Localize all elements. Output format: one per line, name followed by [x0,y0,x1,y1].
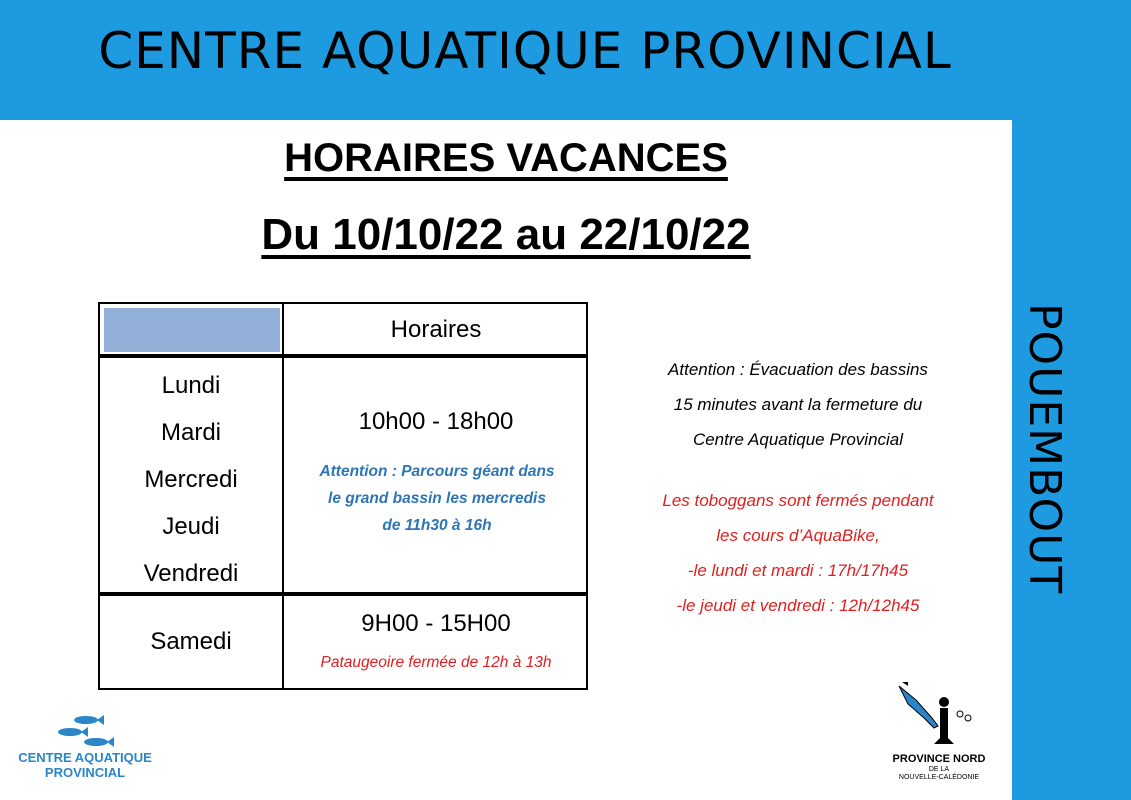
column-header-horaires: Horaires [390,316,482,343]
notices [598,352,998,623]
notice-line: Les toboggans sont fermés pendant [662,491,934,510]
saturday-hours: 9H00 - 15H00 [361,610,511,637]
poster-heading: HORAIRES VACANCES [284,136,728,180]
evacuation-notice [598,352,998,457]
day-label: Vendredi [143,560,239,587]
saturday-label: Samedi [150,628,232,655]
note-line: le grand bassin les mercredis [328,490,546,507]
logo-text [10,750,160,780]
notice-line: -le lundi et mardi : 17h/17h45 [687,561,909,580]
province-map-icon [894,678,984,750]
notice-line: -le jeudi et vendredi : 12h/12h45 [676,596,920,615]
logo-line: DE LA [928,766,950,773]
logo-line: PROVINCIAL [44,765,126,780]
logo-title: PROVINCE NORD [892,753,986,765]
weekday-hours: 10h00 - 18h00 [358,408,514,435]
saturday-note: Pataugeoire fermée de 12h à 13h [320,654,552,671]
day-label: Lundi [161,372,221,399]
aquatic-centre-logo [10,712,160,788]
date-range-heading: Du 10/10/22 au 22/10/22 [261,210,751,259]
weekday-note [290,458,584,539]
slides-notice [598,483,998,623]
notice-line: 15 minutes avant la fermeture du [673,395,923,414]
note-line: de 11h30 à 16h [382,517,492,534]
table-header-corner [104,308,280,352]
logo-subtitle [884,766,994,782]
schedule-table [98,302,588,690]
weekday-list [100,366,282,601]
notice-line: Centre Aquatique Provincial [692,430,904,449]
logo-line: NOUVELLE-CALÉDONIE [898,774,980,781]
banner-title: CENTRE AQUATIQUE PROVINCIAL [98,22,952,80]
top-banner [0,0,1131,120]
fish-icon [50,712,130,752]
notice-line: les cours d’AquaBike, [716,526,880,545]
logo-line: CENTRE AQUATIQUE [18,750,152,765]
note-line: Attention : Parcours géant dans [319,463,555,480]
table-divider [100,354,586,358]
day-label: Jeudi [162,513,220,540]
province-nord-logo [884,678,994,793]
location-label: POUEMBOUT [1019,303,1070,595]
side-band [1012,120,1131,800]
day-label: Mercredi [144,466,238,493]
day-label: Mardi [160,419,221,446]
notice-line: Attention : Évacuation des bassins [668,360,928,379]
